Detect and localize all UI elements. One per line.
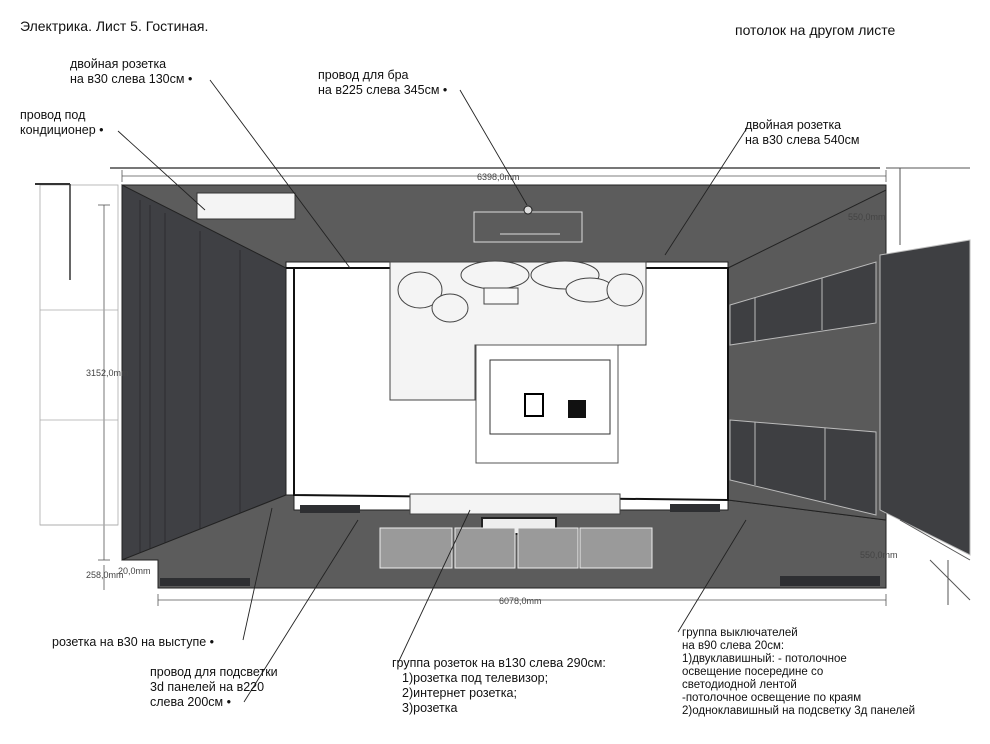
annotation-socket-group: группа розеток на в130 слева 290см: 1)розетка под телевизор; 2)интернет розетка; 3)розетка: [392, 656, 606, 715]
annotation-sconce-wire: провод для бра на в225 слева 345см •: [318, 68, 447, 98]
tv-cabinet: [410, 494, 620, 514]
dim-right-bottom: 550,0mm: [860, 550, 898, 560]
annotation-double-socket-left: двойная розетка на в30 слева 130см •: [70, 57, 192, 87]
annotation-panel-light-wire: провод для подсветки 3d панелей на в220 слева 200см •: [150, 665, 278, 710]
dim-bottom-width: 6078,0mm: [499, 596, 542, 606]
dim-right-top: 550,0mm: [848, 212, 886, 222]
coffee-table: [490, 360, 610, 434]
air-conditioner: [197, 193, 295, 219]
annotation-ac-wire: провод под кондиционер •: [20, 108, 104, 138]
annotation-switch-group: группа выключателей на в90 слева 20см: 1)двуклавишный: - потолочное освещение посередине со светодиодной лентой -потолочное освещение по краям 2)одноклавишный на подсветку 3д панелей: [682, 627, 916, 717]
dim-bottom-left-b: 20,0mm: [118, 566, 151, 576]
annotation-ledge-socket: розетка на в30 на выступе •: [52, 635, 214, 650]
dim-bottom-left-a: 258,0mm: [86, 570, 124, 580]
ceiling-note: потолок на другом листе: [735, 22, 896, 38]
dim-top-width: 6398,0mm: [477, 172, 520, 182]
dim-height: 3152,0mm: [86, 368, 129, 378]
sconce: [474, 212, 582, 242]
annotation-double-socket-right: двойная розетка на в30 слева 540см: [745, 118, 860, 147]
page-title: Электрика. Лист 5. Гостиная.: [20, 18, 209, 34]
